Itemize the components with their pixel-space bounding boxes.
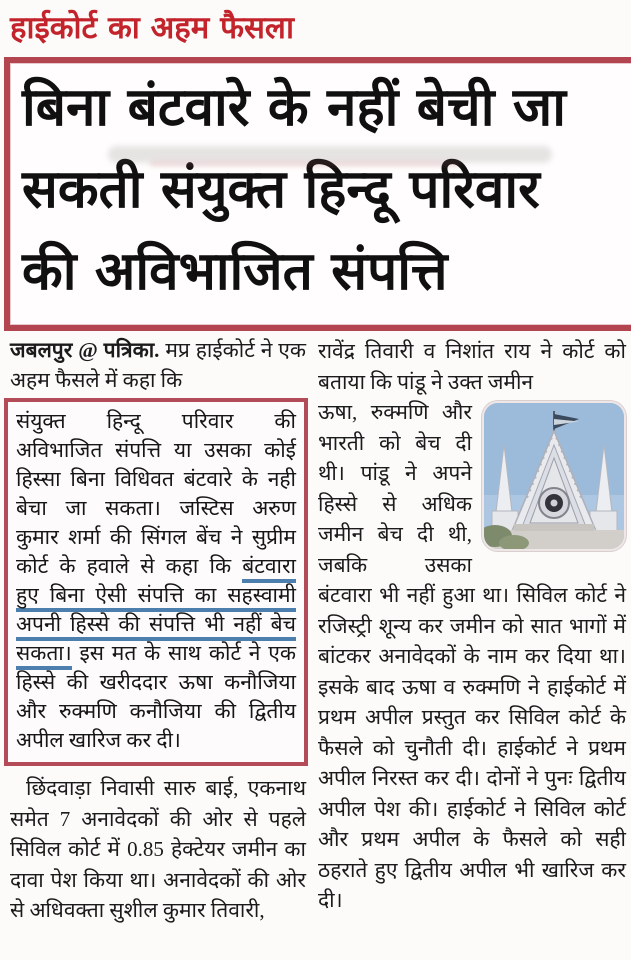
quote-text: हिस्से की खरीददार ऊषा कनौजिया <box>16 670 296 694</box>
quote-line <box>16 494 296 523</box>
quote-line <box>16 465 296 494</box>
headline-line-2: सकती संयुक्त हिन्दू परिवार <box>22 159 540 220</box>
body-text-right: ऊषा, रुक्मणि और भारती को बेच दी थी। पांडू ने अपने हिस्से से अधिक जमीन बेच दी थी, जबकि उसका बंटवारा भी नहीं हुआ था। सिविल कोर्ट ने रजिस्ट्री शून्य कर जमीन को सात भागों में बांटकर अनावेदकों के नाम कर दिया था। इसके बाद ऊषा व रुक्मणि ने हाईकोर्ट में प्रथम अपील प्रस्तुत कर सिविल कोर्ट के फैसले को चुनौती दी। हाईकोर्ट ने प्रथम अपील निरस्त कर दी। दोनों ने पुनः द्वितीय अपील पेश की। हाईकोर्ट ने सिविल कोर्ट और प्रथम अपील के फैसले को सही ठहराते हुए द्वितीय अपील भी खारिज कर दी। <box>318 400 626 912</box>
quote-line <box>16 610 296 639</box>
quote-text: अपील खारिज कर दी। <box>16 728 181 752</box>
quote-line <box>16 639 296 668</box>
quote-text: कोर्ट के हवाले से कहा कि <box>16 554 243 578</box>
quote-text: बेचा जा सकता। जस्टिस अरुण <box>16 496 296 520</box>
body-paragraph-right-lead: रावेंद्र तिवारी व निशांत राय ने कोर्ट को बताया कि पांडू ने उक्त जमीन <box>318 339 626 394</box>
quote-text: अविभाजित संपत्ति या उसका कोई <box>16 438 296 462</box>
quote-text: इस मत के साथ कोर्ट ने एक <box>71 641 296 665</box>
article-column-left <box>10 336 306 926</box>
underlined-text: हुए बिना ऐसी संपत्ति का सहस्वामी <box>16 583 296 612</box>
quote-line <box>16 407 296 436</box>
dateline: जबलपुर @ पत्रिका. <box>10 338 160 362</box>
court-building-photo <box>482 401 626 551</box>
quote-line <box>16 552 296 581</box>
headline-line-1: बिना बंटवारे के नहीं बेची जा <box>22 77 566 138</box>
key-quote-box <box>4 398 308 766</box>
court-building-illustration <box>484 403 624 549</box>
quote-line <box>16 523 296 552</box>
quote-line <box>16 581 296 610</box>
body-paragraph-right <box>318 397 626 916</box>
main-headline-box <box>4 57 631 331</box>
lead-text: मप्र हाईकोर्ट ने एक अहम फैसले में कहा कि <box>10 338 306 392</box>
quote-line <box>16 726 296 755</box>
quote-line <box>16 697 296 726</box>
body-paragraph-left: छिंदवाड़ा निवासी सारु बाई, एकनाथ समेत 7 अनावेदकों की ओर से पहले सिविल कोर्ट में 0.85 हेक्टेयर जमीन का दावा पेश किया था। अनावेदकों की ओर से अधिवक्ता सुशील कुमार तिवारी, <box>10 776 306 922</box>
kicker-headline: हाईकोर्ट का अहम फैसला <box>10 10 294 46</box>
headline-line-3: की अविभाजित संपत्ति <box>22 241 448 302</box>
quote-text: हिस्सा बिना विधिवत बंटवारे के नही <box>16 467 296 491</box>
underlined-text: बंटवारा <box>242 554 296 583</box>
print-smudge <box>150 161 460 167</box>
underlined-text: सकता। <box>16 641 72 670</box>
quote-text: कुमार शर्मा की सिंगल बेंच ने सुप्रीम <box>16 525 296 549</box>
quote-text: संयुक्त हिन्दू परिवार की <box>16 409 296 433</box>
underlined-text: अपनी हिस्से की संपत्ति भी नहीं बेच <box>16 612 296 641</box>
article-column-right <box>318 336 626 916</box>
quote-text: और रुक्मणि कनौजिया की द्वितीय <box>16 699 296 723</box>
quote-line <box>16 436 296 465</box>
quote-line <box>16 668 296 697</box>
dateline-paragraph <box>10 336 306 395</box>
